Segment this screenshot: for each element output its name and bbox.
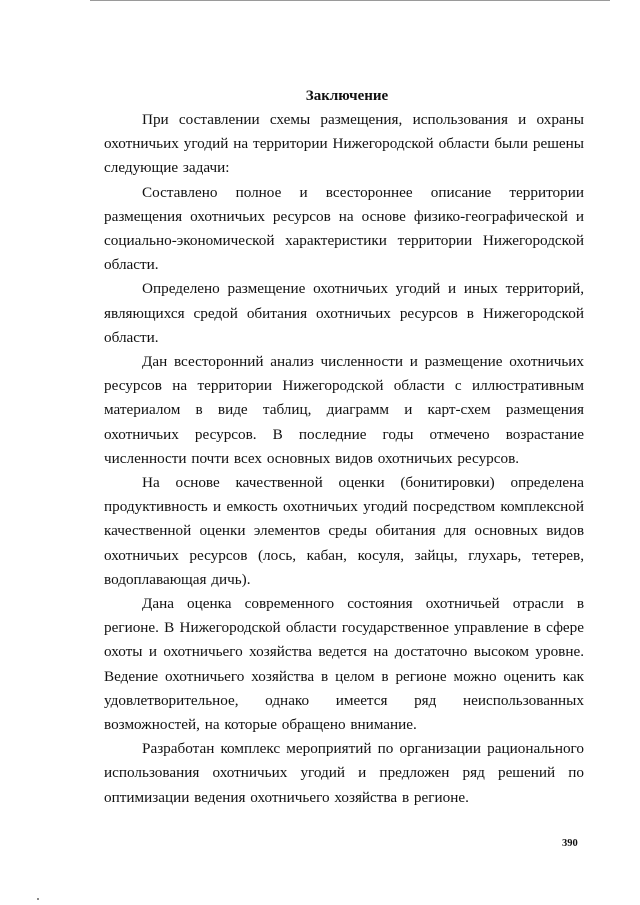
page-number: 390 — [562, 838, 578, 849]
paragraph-territory-description: Составлено полное и всестороннее описание территории размещения охотничьих ресурсов на основе физико-географической и социально-экономической характеристики территории Нижегородской области. — [104, 183, 584, 274]
paragraph-intro: При составлении схемы размещения, использования и охраны охотничьих угодий на территории Нижегородской области были решены следующие задачи: — [104, 111, 584, 177]
paragraph-measures: Разработан комплекс мероприятий по организации рационального использования охотничьих угодий и предложен ряд решений по оптимизации ведения охотничьего хозяйства в регионе. — [104, 740, 584, 806]
document-page — [104, 84, 584, 810]
scan-edge-line — [90, 0, 610, 1]
paragraph-grounds-placement: Определено размещение охотничьих угодий и иных территорий, являющихся средой обитания охотничьих ресурсов в Нижегородской области. — [104, 280, 584, 346]
page-title: Заключение — [305, 88, 389, 104]
paragraph-population-analysis: Дан всесторонний анализ численности и размещение охотничьих ресурсов на территории Нижегородской области с иллюстративным материалом в виде таблиц, диаграмм и карт-схем размещения охотничьих ресурсов. В последние годы отмечено возрастание численности почти всех основных видов охотничьих ресурсов. — [104, 353, 584, 467]
paragraph-quality-assessment: На основе качественной оценки (бонитировки) определена продуктивность и емкость охотничьих угодий посредством комплексной качественной оценки элементов среды обитания для основных видов охотничьих ресурсов (лось, кабан, косуля, зайцы, глухарь, тетерев, водоплавающая дичь). — [104, 474, 584, 588]
scan-speck — [37, 898, 39, 900]
paragraph-industry-assessment: Дана оценка современного состояния охотничьей отрасли в регионе. В Нижегородской области государственное управление в сфере охоты и охотничьего хозяйства ведется на достаточно высоком уровне. Ведение охотничьего хозяйства в целом в регионе можно оценить как удовлетворительное, однако имеется ряд неиспользованных возможностей, на которые обращено внимание. — [104, 595, 584, 734]
